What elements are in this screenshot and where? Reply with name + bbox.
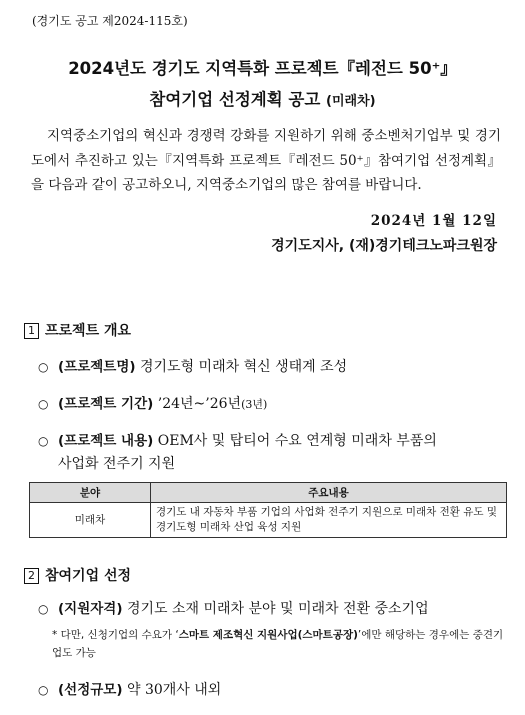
circle-bullet-icon: ○ [38, 360, 49, 374]
list-item [38, 393, 508, 416]
section-title: 프로젝트 개요 [45, 323, 132, 339]
table-cell-content: 경기도 내 자동차 부품 기업의 사업화 전주기 지원으로 미래차 전환 유도 및 경기도형 미래차 산업 육성 지원 [151, 503, 507, 538]
item-value: OEM사 및 탑티어 수요 연계형 미래차 부품의 [157, 433, 437, 449]
item-value: 경기도형 미래차 혁신 생태계 조성 [140, 359, 348, 375]
section-1-heading [24, 320, 131, 340]
item-key: (프로젝트 내용) [58, 433, 154, 449]
list-item [38, 356, 508, 379]
section-title: 참여기업 선정 [45, 568, 132, 584]
issuer: 경기도지사, (재)경기테크노파크원장 [271, 238, 497, 254]
item-value: ’24년~’26년 [157, 396, 242, 412]
section-number-box: 2 [24, 568, 39, 584]
item-key: (프로젝트명) [58, 359, 136, 375]
section-2-heading [24, 565, 131, 585]
table-cell-field: 미래차 [30, 503, 151, 538]
intro-paragraph: 지역중소기업의 혁신과 경쟁력 강화를 지원하기 위해 중소벤처기업부 및 경기도에서 추진하고 있는『지역특화 프로젝트『레전드 50⁺』참여기업 선정계획』을 다음과 같이 공고하오니, 지역중소기업의 많은 참여를 바랍니다. [31, 128, 501, 193]
item-key: (지원자격) [58, 601, 123, 617]
table-row [30, 503, 507, 538]
footnote-suffix: ’에만 해당하는 경우에는 중견기업도 가능 [52, 629, 504, 659]
notice-date: 2024년 1월 12일 [370, 213, 497, 229]
circle-bullet-icon: ○ [38, 397, 49, 411]
list-item [38, 679, 508, 702]
item-value-note: (3년) [241, 398, 268, 411]
table-header-row [30, 483, 507, 503]
section-number-box: 1 [24, 323, 39, 339]
list-item [38, 598, 508, 621]
circle-bullet-icon: ○ [38, 683, 49, 697]
title-main: 참여기업 선정계획 공고 [149, 90, 321, 109]
circle-bullet-icon: ○ [38, 434, 49, 448]
item-value: 약 30개사 내외 [126, 682, 222, 698]
title-sub: (미래차) [326, 94, 376, 109]
table-header: 분야 [30, 483, 151, 503]
list-item [38, 430, 508, 476]
footnote-prefix: * 다만, 신청기업의 수요가 ‘ [52, 629, 179, 641]
circle-bullet-icon: ○ [38, 602, 49, 616]
item-value-continued: 사업화 전주기 지원 [58, 456, 176, 472]
item-key: (프로젝트 기간) [58, 396, 154, 412]
footnote [52, 626, 512, 662]
title-line-2 [0, 86, 525, 110]
title-line-1: 2024년도 경기도 지역특화 프로젝트『레전드 50⁺』 [68, 59, 457, 78]
table-header: 주요내용 [151, 483, 507, 503]
notice-number: (경기도 공고 제2024-115호) [32, 14, 188, 28]
item-value: 경기도 소재 미래차 분야 및 미래차 전환 중소기업 [126, 601, 429, 617]
item-key: (선정규모) [58, 682, 123, 698]
project-table [29, 482, 507, 538]
footnote-bold: 스마트 제조혁신 지원사업(스마트공장) [178, 629, 358, 641]
